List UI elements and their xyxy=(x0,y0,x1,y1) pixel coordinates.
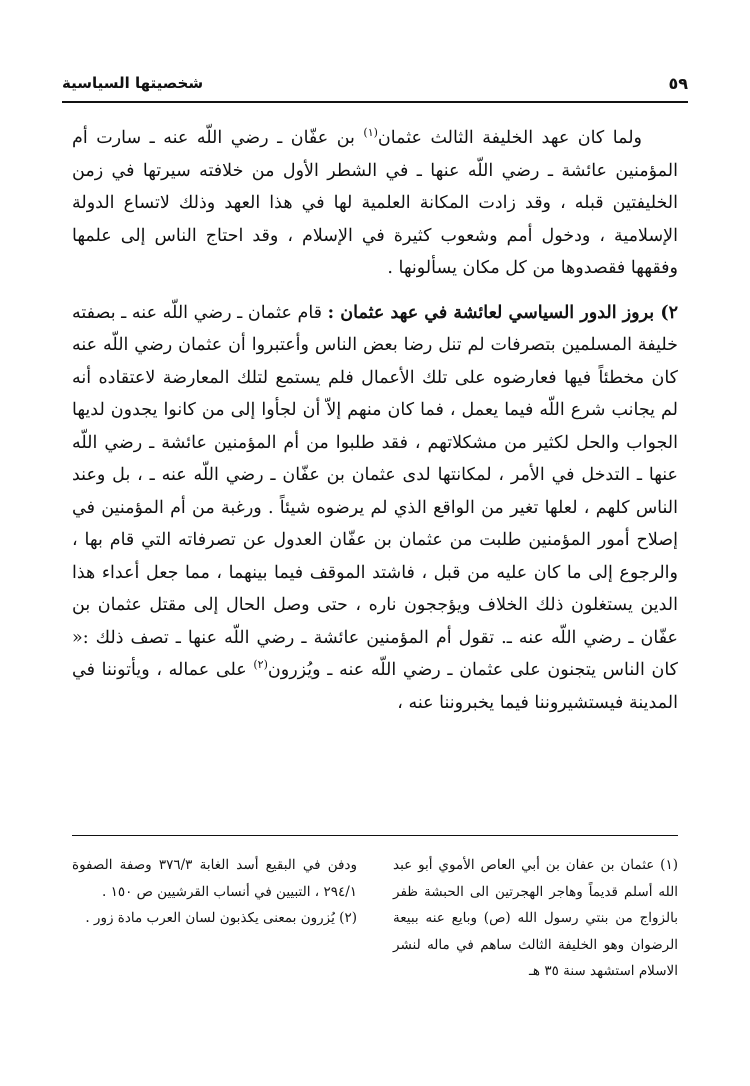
paragraph-2-text-start: قام عثمان ـ رضي اللّه عنه ـ بصفته خليفة المسلمين بتصرفات لم تنل رضا بعض الناس وأعتبروا أن عثمان رضي اللّه عنه كان مخطئاً فيها فعارضوه على تلك الأعمال فلم يستمع لتلك المعارضة لاعتقاده أنه لم يجانب شرع اللّه فيما يعمل ، فما كان منهم إلاّ أن لجأوا إلى من كانوا يجدون لديها الجواب والحل لكثير من مشكلاتهم ، فقد طلبوا من أم المؤمنين عائشة ـ رضي اللّه عنها ـ التدخل في الأمر ، لمكانتها لدى عثمان بن عفّان ـ رضي اللّه عنه ـ ، بل وعند الناس كلهم ، لعلها تغير من الواقع الذي لم يرضوه شيئاً . ورغبة من أم المؤمنين في إصلاح أمور المؤمنين طلبت من عثمان بن عفّان العدول عن تصرفاته التي قام بها ، والرجوع إلى ما كان عليه من قبل ، فاشتد الموقف فيما بينهما ، مما جعل أعداء هذا الدين يستغلون ذلك الخلاف ويؤججون ناره ، حتى وصل الحال إلى مقتل عثمان بن عفّان ـ رضي اللّه عنه ـ. تقول أم المؤمنين عائشة ـ رضي اللّه عنها ـ تصف ذلك :« كان الناس يتجنون على عثمان ـ رضي اللّه عنه ـ ويُزرون xyxy=(72,302,678,680)
paragraph-2-heading: بروز الدور السياسي لعائشة في عهد عثمان : xyxy=(327,302,655,323)
page-number: ٥٩ xyxy=(668,74,688,93)
footnote-ref-1: (١) xyxy=(363,126,378,140)
paragraph-2-number: ٢) xyxy=(654,302,679,323)
footnote-2: (٢) يُزرون بمعنى يكذبون لسان العرب مادة زور . xyxy=(85,910,357,926)
footnote-1-continued: ودفن في البقيع أسد الغابة ٣٧٦/٣ وصفة الصفوة ٢٩٤/١ ، التبيين في أنساب القرشيين ص ١٥٠ . xyxy=(72,857,357,900)
footnote-divider xyxy=(72,835,678,836)
footnote-ref-2: (٢) xyxy=(253,658,268,672)
footnote-1: (١) عثمان بن عفان بن أبي العاص الأموي أبو عبد الله أسلم قديماً وهاجر الهجرتين الى الحبشة ظفر بالزواج من بنتي رسول الله (ص) وبايع عنه ببيعة الرضوان وهو الخليفة الثالث ساهم في ماله لنشر الاسلام استشهد سنة ٣٥ هـ xyxy=(393,857,678,979)
paragraph-2 xyxy=(72,297,678,720)
paragraph-2-text-rest: على عماله ، ويأتوننا في المدينة فيستشيروننا فيما يخبروننا عنه ، xyxy=(72,660,678,713)
paragraph-1 xyxy=(72,122,678,285)
paragraph-1-text-rest: بن عفّان ـ رضي اللّه عنه ـ سارت أم المؤمنين عائشة ـ رضي اللّه عنها ـ في الشطر الأول من خلافته سيرتها في زمن الخليفتين قبله ، وقد زادت المكانة العلمية لها في هذا العهد وذلك لاتساع الدولة الإسلامية ، ودخول أمم وشعوب كثيرة في الإسلام ، وقد احتاج الناس إلى علمها وفقهها فقصدوها من كل مكان يسألونها . xyxy=(72,128,678,278)
footnote-column-right xyxy=(393,852,678,985)
paragraph-1-text-start: ولما كان عهد الخليفة الثالث عثمان xyxy=(377,128,642,148)
footnote-column-left xyxy=(72,852,357,932)
main-text xyxy=(72,122,678,719)
running-title: شخصيتها السياسية xyxy=(62,74,204,92)
header-divider xyxy=(62,101,688,103)
running-header xyxy=(62,72,688,100)
